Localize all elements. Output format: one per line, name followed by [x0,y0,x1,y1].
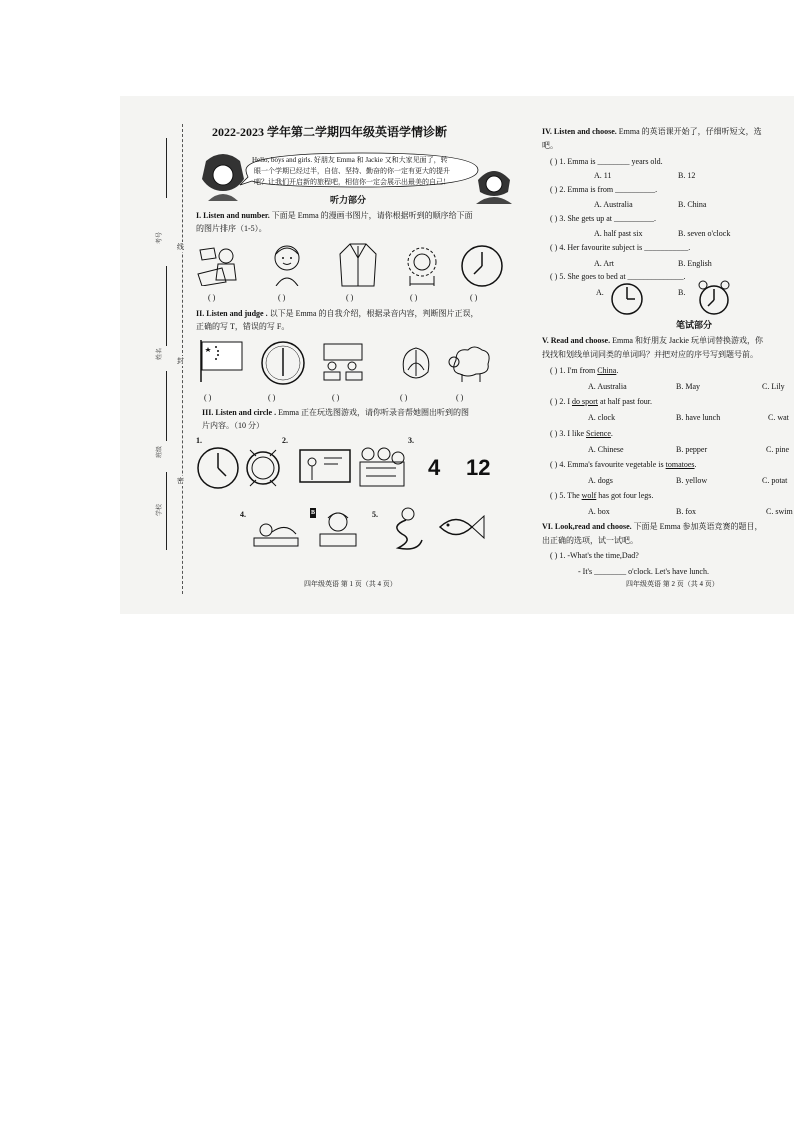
watch-option-picture [242,446,284,490]
scanned-exam-sheet [120,96,794,614]
section3-text-2: 片内容。（10 分） [202,421,264,430]
exam-title: 2022-2023 学年第二学期四年级英语学情诊断 [212,125,447,139]
section4-text-2: 吧。 [542,141,558,150]
section5-prompt [542,336,763,346]
clock-option-picture [196,446,240,490]
section1-text: 下面是 Emma 的漫画书图片，请你根据听到的顺序给下面 [269,211,473,220]
greeting-line-3: 吧？让我们开启新的旅程吧，相信你一定会展示出最美的自己！ [254,178,450,186]
section6-label: VI. Look,read and choose. [542,522,632,531]
section6-text-2: 出正确的选项，试一试吧。 [542,536,638,545]
q5-5-c[interactable]: C. swim [766,507,793,516]
q5-4-b[interactable]: B. yellow [676,476,708,485]
seal-char-1: 线 [177,243,184,251]
q5-3-b[interactable]: B. pepper [676,445,708,454]
q4-5-a[interactable]: A. [596,288,604,297]
q5-5-b[interactable]: B. fox [676,507,696,516]
q5-5: ( ) 5. The wolf has got four legs. [550,491,654,500]
boy-reading-picture [196,244,242,286]
binding-strip [120,116,186,596]
q4-3-b[interactable]: B. seven o'clock [678,229,731,238]
q5-1: ( ) 1. I'm from China. [550,366,619,375]
answer-paren-2-3[interactable]: ( ) [332,393,340,402]
q5-2-c[interactable]: C. wat [768,413,789,422]
q5-3-c[interactable]: C. pine [766,445,790,454]
sec3-item-2: 2. [282,436,288,445]
section3-prompt [202,408,469,418]
sec3-item-5: 5. [372,510,378,519]
student-no-label: 考号 [157,231,163,244]
section4-text: Emma 的英语课开始了，仔细听短文，选 [616,127,762,136]
alarm-clock-option-b-icon[interactable] [696,278,732,318]
greeting-line-1: Hello, boys and girls. 好朋友 Emma 和 Jackie 又和大家见面了，转 [252,156,448,164]
students-picture [356,444,408,490]
answer-paren-1-3[interactable]: ( ) [346,293,354,302]
section3-text: Emma 正在玩选图游戏，请你听录音帮她圈出听到的图 [276,408,469,417]
q5-2-a[interactable]: A. clock [588,413,616,422]
digit-option-1: 4 [428,455,441,480]
writing-header: 笔试部分 [676,320,713,330]
student-no-line [166,138,167,198]
q5-4-c[interactable]: C. potat [762,476,788,485]
girl-picture [270,242,304,286]
section1-text-2: 的图片排序（1-5）。 [196,224,267,233]
greeting-line-2: 眼一个学期已经过半，自信、坚持、勤奋的你一定有更大的提升 [254,167,450,175]
class-line [166,371,167,441]
q4-1: ( ) 1. Emma is ________ years old. [550,157,663,166]
boy-cartoon-icon [474,162,514,204]
girl-eating-picture [316,508,360,550]
section5-label: V. Read and choose. [542,336,611,345]
page1-footer: 四年级英语 第 1 页（共 4 页） [304,580,397,588]
section1-label: I. Listen and number. [196,211,270,220]
q4-2-a[interactable]: A. Australia [594,200,633,209]
fish-picture [436,510,486,544]
digit-option-2: 12 [466,455,491,480]
class-label: 班级 [157,445,163,458]
q5-5-a[interactable]: A. box [588,507,610,516]
school-label: 学校 [157,503,163,516]
section5-text-2: 找找和划线单词同类的单词吗？并把对应的序号写到题号前。 [542,350,758,359]
listening-header: 听力部分 [330,195,367,205]
clock-picture [460,244,504,288]
q5-3: ( ) 3. I like Science. [550,429,613,438]
seal-char-2: 封 [177,357,184,365]
lion-picture [402,244,442,286]
answer-paren-1-2[interactable]: ( ) [278,293,286,302]
q4-2-b[interactable]: B. China [678,200,707,209]
answer-paren-2-5[interactable]: ( ) [456,393,464,402]
section2-label: II. Listen and judge . [196,309,268,318]
q4-3: ( ) 3. She gets up at __________. [550,214,656,223]
seal-char-3: 密 [177,477,184,485]
q5-1-a[interactable]: A. Australia [588,382,627,391]
section3-label: III. Listen and circle . [202,408,277,417]
q5-4: ( ) 4. Emma's favourite vegetable is tomatoes. [550,460,697,469]
section4-prompt [542,127,762,137]
sheep-picture [446,342,496,384]
q6-1: ( ) 1. -What's the time,Dad? [550,551,639,560]
teacher-board-picture [298,446,354,488]
cabbage-picture [396,342,438,386]
sec3-item-3: 3. [408,436,414,445]
page2-footer: 四年级英语 第 2 页（共 4 页） [626,580,719,588]
section6-text: 下面是 Emma 参加英语竞赛的题目， [631,522,763,531]
q4-1-b[interactable]: B. 12 [678,171,696,180]
sec3-item-1: 1. [196,436,202,445]
answer-paren-1-5[interactable]: ( ) [470,293,478,302]
q4-4: ( ) 4. Her favourite subject is ___________. [550,243,691,252]
section4-label: IV. Listen and choose. [542,127,617,136]
q5-1-c[interactable]: C. Lily [762,382,785,391]
q4-3-a[interactable]: A. half past six [594,229,643,238]
clock-picture-2 [260,340,306,386]
snake-picture [384,504,426,552]
q4-2: ( ) 2. Emma is from __________. [550,185,658,194]
section6-prompt [542,522,763,532]
clock-option-a-icon[interactable] [610,282,644,316]
section2-prompt [196,309,478,319]
q4-5: ( ) 5. She goes to bed at ______________. [550,272,686,281]
q5-3-a[interactable]: A. Chinese [588,445,624,454]
classroom-picture [320,340,366,384]
coat-picture [338,242,378,288]
section1-prompt [196,211,473,221]
answer-paren-1-1[interactable]: ( ) [208,293,216,302]
china-flag-picture [198,338,244,382]
name-line [166,266,167,346]
answer-paren-2-2[interactable]: ( ) [268,393,276,402]
q4-4-b[interactable]: B. English [678,259,712,268]
answer-paren-2-4[interactable]: ( ) [400,393,408,402]
q5-4-a[interactable]: A. dogs [588,476,613,485]
q5-1-b[interactable]: B. May [676,382,700,391]
marker-box: B [311,510,316,516]
answer-paren-1-4[interactable]: ( ) [410,293,418,302]
q4-4-a[interactable]: A. Art [594,259,614,268]
section2-text-2: 正确的写 T，错误的写 F。 [196,322,290,331]
sec3-item-4: 4. [240,510,246,519]
answer-paren-2-1[interactable]: ( ) [204,393,212,402]
school-line [166,472,167,550]
section5-text: Emma 和好朋友 Jackie 玩单词替换游戏，你 [610,336,763,345]
name-label: 姓名 [157,347,163,360]
q4-1-a[interactable]: A. 11 [594,171,612,180]
section2-text: 以下是 Emma 的自我介绍，根据录音内容，判断图片正误， [267,309,479,318]
q6-1-answer-line[interactable]: - It's ________ o'clock. Let's have lunch. [578,567,709,576]
q5-2: ( ) 2. I do sport at half past four. [550,397,652,406]
sleeping-picture [250,508,302,550]
q5-2-b[interactable]: B. have lunch [676,413,721,422]
q4-5-b[interactable]: B. [678,288,686,297]
